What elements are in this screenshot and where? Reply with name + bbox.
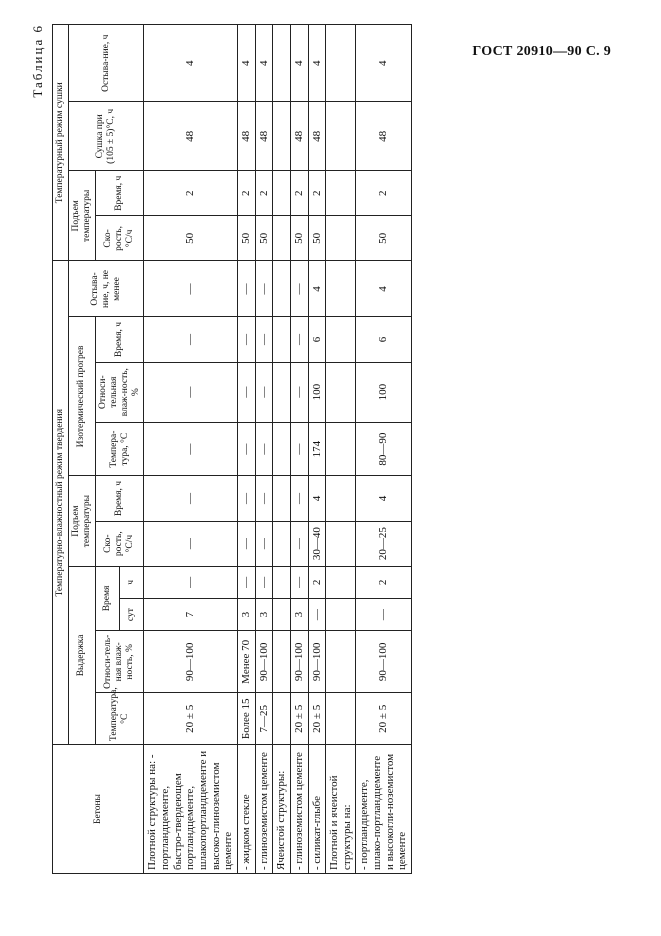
cell-s: 48: [308, 102, 326, 171]
cell-v2: 50: [308, 216, 326, 261]
cell-ih: 6: [308, 317, 326, 362]
cell-rh: 90—100: [308, 631, 326, 693]
header-podem1: Подъем температуры: [68, 476, 95, 566]
cell-sut: 7: [144, 598, 237, 630]
cell-s: 48: [255, 102, 273, 171]
cell-o1: —: [144, 261, 237, 317]
row-label: - силикат-глыбе: [308, 745, 326, 874]
cell-o2: 4: [237, 25, 255, 102]
cell-t1: —: [290, 476, 308, 521]
cell-v1: 30—40: [308, 521, 326, 566]
cell-ih: —: [144, 317, 237, 362]
table-row: [255, 25, 273, 874]
cell-sut: —: [308, 598, 326, 630]
table-row: [290, 25, 308, 874]
cell-s: 48: [144, 102, 237, 171]
cell-t2: 2: [255, 171, 273, 216]
table-label: Таблица 6: [30, 24, 45, 98]
row-label: Ячеистой структуры:: [273, 745, 291, 874]
cell-t: 20 ± 5: [308, 693, 326, 745]
cell-it: —: [255, 422, 273, 476]
rotated-table-block: [0, 24, 570, 874]
row-label: Плотной и ячеистой структуры на:: [326, 745, 356, 874]
cell-o2: 4: [290, 25, 308, 102]
row-label: - глиноземистом цементе: [255, 745, 273, 874]
page-header: ГОСТ 20910—90 С. 9: [472, 44, 611, 59]
cell-v1: —: [255, 521, 273, 566]
cell-sut: 3: [237, 598, 255, 630]
row-label: - портландцементе, шлако-портландцементе и высокогли-ноземистом цементе: [356, 745, 412, 874]
header-vlazh: Относи-тель-ная влаж-ность, %: [95, 631, 144, 693]
cell-t: 20 ± 5: [356, 693, 412, 745]
header-ch: ч: [120, 566, 144, 598]
curing-regime-table: [52, 24, 412, 874]
cell-h: [326, 566, 356, 598]
cell-v1: [326, 521, 356, 566]
cell-ih: —: [255, 317, 273, 362]
header-ostyv2: Остыва-ние, ч: [68, 25, 144, 102]
cell-v1: [273, 521, 291, 566]
cell-t1: 4: [356, 476, 412, 521]
header-skor2: Ско-рость, °С/ч: [95, 216, 144, 261]
cell-t2: 2: [237, 171, 255, 216]
cell-t1: [273, 476, 291, 521]
header-temp: Температура, °С: [95, 693, 144, 745]
cell-ih: —: [290, 317, 308, 362]
table-row: [237, 25, 255, 874]
cell-t2: [326, 171, 356, 216]
cell-v2: 50: [255, 216, 273, 261]
cell-o1: —: [290, 261, 308, 317]
cell-sut: —: [356, 598, 412, 630]
cell-o2: 4: [356, 25, 412, 102]
cell-sut: 3: [290, 598, 308, 630]
cell-t: [273, 693, 291, 745]
header-vlazh2: Относи-тельная влаж-ность, %: [95, 362, 144, 422]
cell-irh: [326, 362, 356, 422]
cell-v1: 20—25: [356, 521, 412, 566]
header-sushka-mode: Температурный режим сушки: [53, 25, 69, 261]
cell-t2: 2: [356, 171, 412, 216]
cell-o1: 4: [308, 261, 326, 317]
cell-o2: [273, 25, 291, 102]
cell-o1: [273, 261, 291, 317]
cell-t: 7—25: [255, 693, 273, 745]
cell-t: [326, 693, 356, 745]
header-vremya: Время: [95, 566, 119, 630]
cell-h: [273, 566, 291, 598]
cell-h: —: [290, 566, 308, 598]
cell-o1: [326, 261, 356, 317]
cell-t1: 4: [308, 476, 326, 521]
cell-v1: —: [237, 521, 255, 566]
cell-t1: [326, 476, 356, 521]
cell-v2: [273, 216, 291, 261]
cell-rh: Менее 70: [237, 631, 255, 693]
cell-it: 174: [308, 422, 326, 476]
row-label: - глиноземистом цементе: [290, 745, 308, 874]
cell-ih: 6: [356, 317, 412, 362]
cell-s: [326, 102, 356, 171]
cell-irh: [273, 362, 291, 422]
header-vremya2: Время, ч: [95, 317, 144, 362]
cell-it: —: [237, 422, 255, 476]
header-vyderzhka: Выдержка: [68, 566, 95, 744]
cell-s: [273, 102, 291, 171]
header-podem2: Подъем температуры: [68, 171, 95, 261]
cell-ih: [326, 317, 356, 362]
header-vremya1: Время, ч: [95, 476, 144, 521]
cell-it: —: [290, 422, 308, 476]
cell-t: 20 ± 5: [144, 693, 237, 745]
table-row: [144, 25, 237, 874]
header-sut: сут: [120, 598, 144, 630]
cell-h: 2: [308, 566, 326, 598]
header-izoterm: Изотермический прогрев: [68, 317, 95, 476]
cell-t: 20 ± 5: [290, 693, 308, 745]
cell-v2: 50: [144, 216, 237, 261]
cell-rh: 90—100: [290, 631, 308, 693]
cell-o1: 4: [356, 261, 412, 317]
cell-v2: 50: [290, 216, 308, 261]
table-row: [308, 25, 326, 874]
cell-v1: —: [290, 521, 308, 566]
cell-o2: 4: [308, 25, 326, 102]
cell-h: 2: [356, 566, 412, 598]
header-skor1: Ско-рость, °С/ч: [95, 521, 144, 566]
cell-sut: [326, 598, 356, 630]
cell-h: —: [255, 566, 273, 598]
cell-s: 48: [290, 102, 308, 171]
cell-rh: [273, 631, 291, 693]
cell-v1: —: [144, 521, 237, 566]
row-label: - жидком стекле: [237, 745, 255, 874]
header-temp2: Темпера-тура, °С: [95, 422, 144, 476]
cell-o2: [326, 25, 356, 102]
cell-irh: 100: [356, 362, 412, 422]
cell-rh: [326, 631, 356, 693]
cell-h: —: [144, 566, 237, 598]
cell-s: 48: [356, 102, 412, 171]
header-twr: Температурно-влажностный режим твердения: [53, 261, 69, 745]
cell-o2: 4: [144, 25, 237, 102]
cell-o2: 4: [255, 25, 273, 102]
cell-v2: 50: [356, 216, 412, 261]
cell-sut: [273, 598, 291, 630]
table-row: [273, 25, 291, 874]
cell-t2: 2: [308, 171, 326, 216]
cell-irh: —: [237, 362, 255, 422]
cell-h: —: [237, 566, 255, 598]
cell-it: [326, 422, 356, 476]
cell-t: Более 15: [237, 693, 255, 745]
cell-s: 48: [237, 102, 255, 171]
cell-it: —: [144, 422, 237, 476]
cell-rh: 90—100: [255, 631, 273, 693]
cell-t1: —: [237, 476, 255, 521]
cell-sut: 3: [255, 598, 273, 630]
table-row: [356, 25, 412, 874]
cell-v2: [326, 216, 356, 261]
cell-t2: [273, 171, 291, 216]
header-betony: Бетоны: [53, 745, 144, 874]
cell-it: 80—90: [356, 422, 412, 476]
header-ostyv1: Остыва-ние, ч, не менее: [68, 261, 144, 317]
cell-t1: —: [255, 476, 273, 521]
cell-rh: 90—100: [356, 631, 412, 693]
cell-ih: —: [237, 317, 255, 362]
header-sushka: Сушка при (105 ± 5)°С, ч: [68, 102, 144, 171]
cell-t2: 2: [290, 171, 308, 216]
cell-o1: —: [255, 261, 273, 317]
cell-o1: —: [237, 261, 255, 317]
row-label: Плотной структуры на: - портландцементе, быстро-твердеющем портландцементе, шлакопортландцементе и высоко-глиноземистом цементе: [144, 745, 237, 874]
cell-irh: —: [290, 362, 308, 422]
cell-irh: 100: [308, 362, 326, 422]
cell-v2: 50: [237, 216, 255, 261]
cell-ih: [273, 317, 291, 362]
cell-t1: —: [144, 476, 237, 521]
cell-it: [273, 422, 291, 476]
cell-t2: 2: [144, 171, 237, 216]
header-vremya3: Время, ч: [95, 171, 144, 216]
cell-rh: 90—100: [144, 631, 237, 693]
table-row: [326, 25, 356, 874]
cell-irh: —: [255, 362, 273, 422]
cell-irh: —: [144, 362, 237, 422]
